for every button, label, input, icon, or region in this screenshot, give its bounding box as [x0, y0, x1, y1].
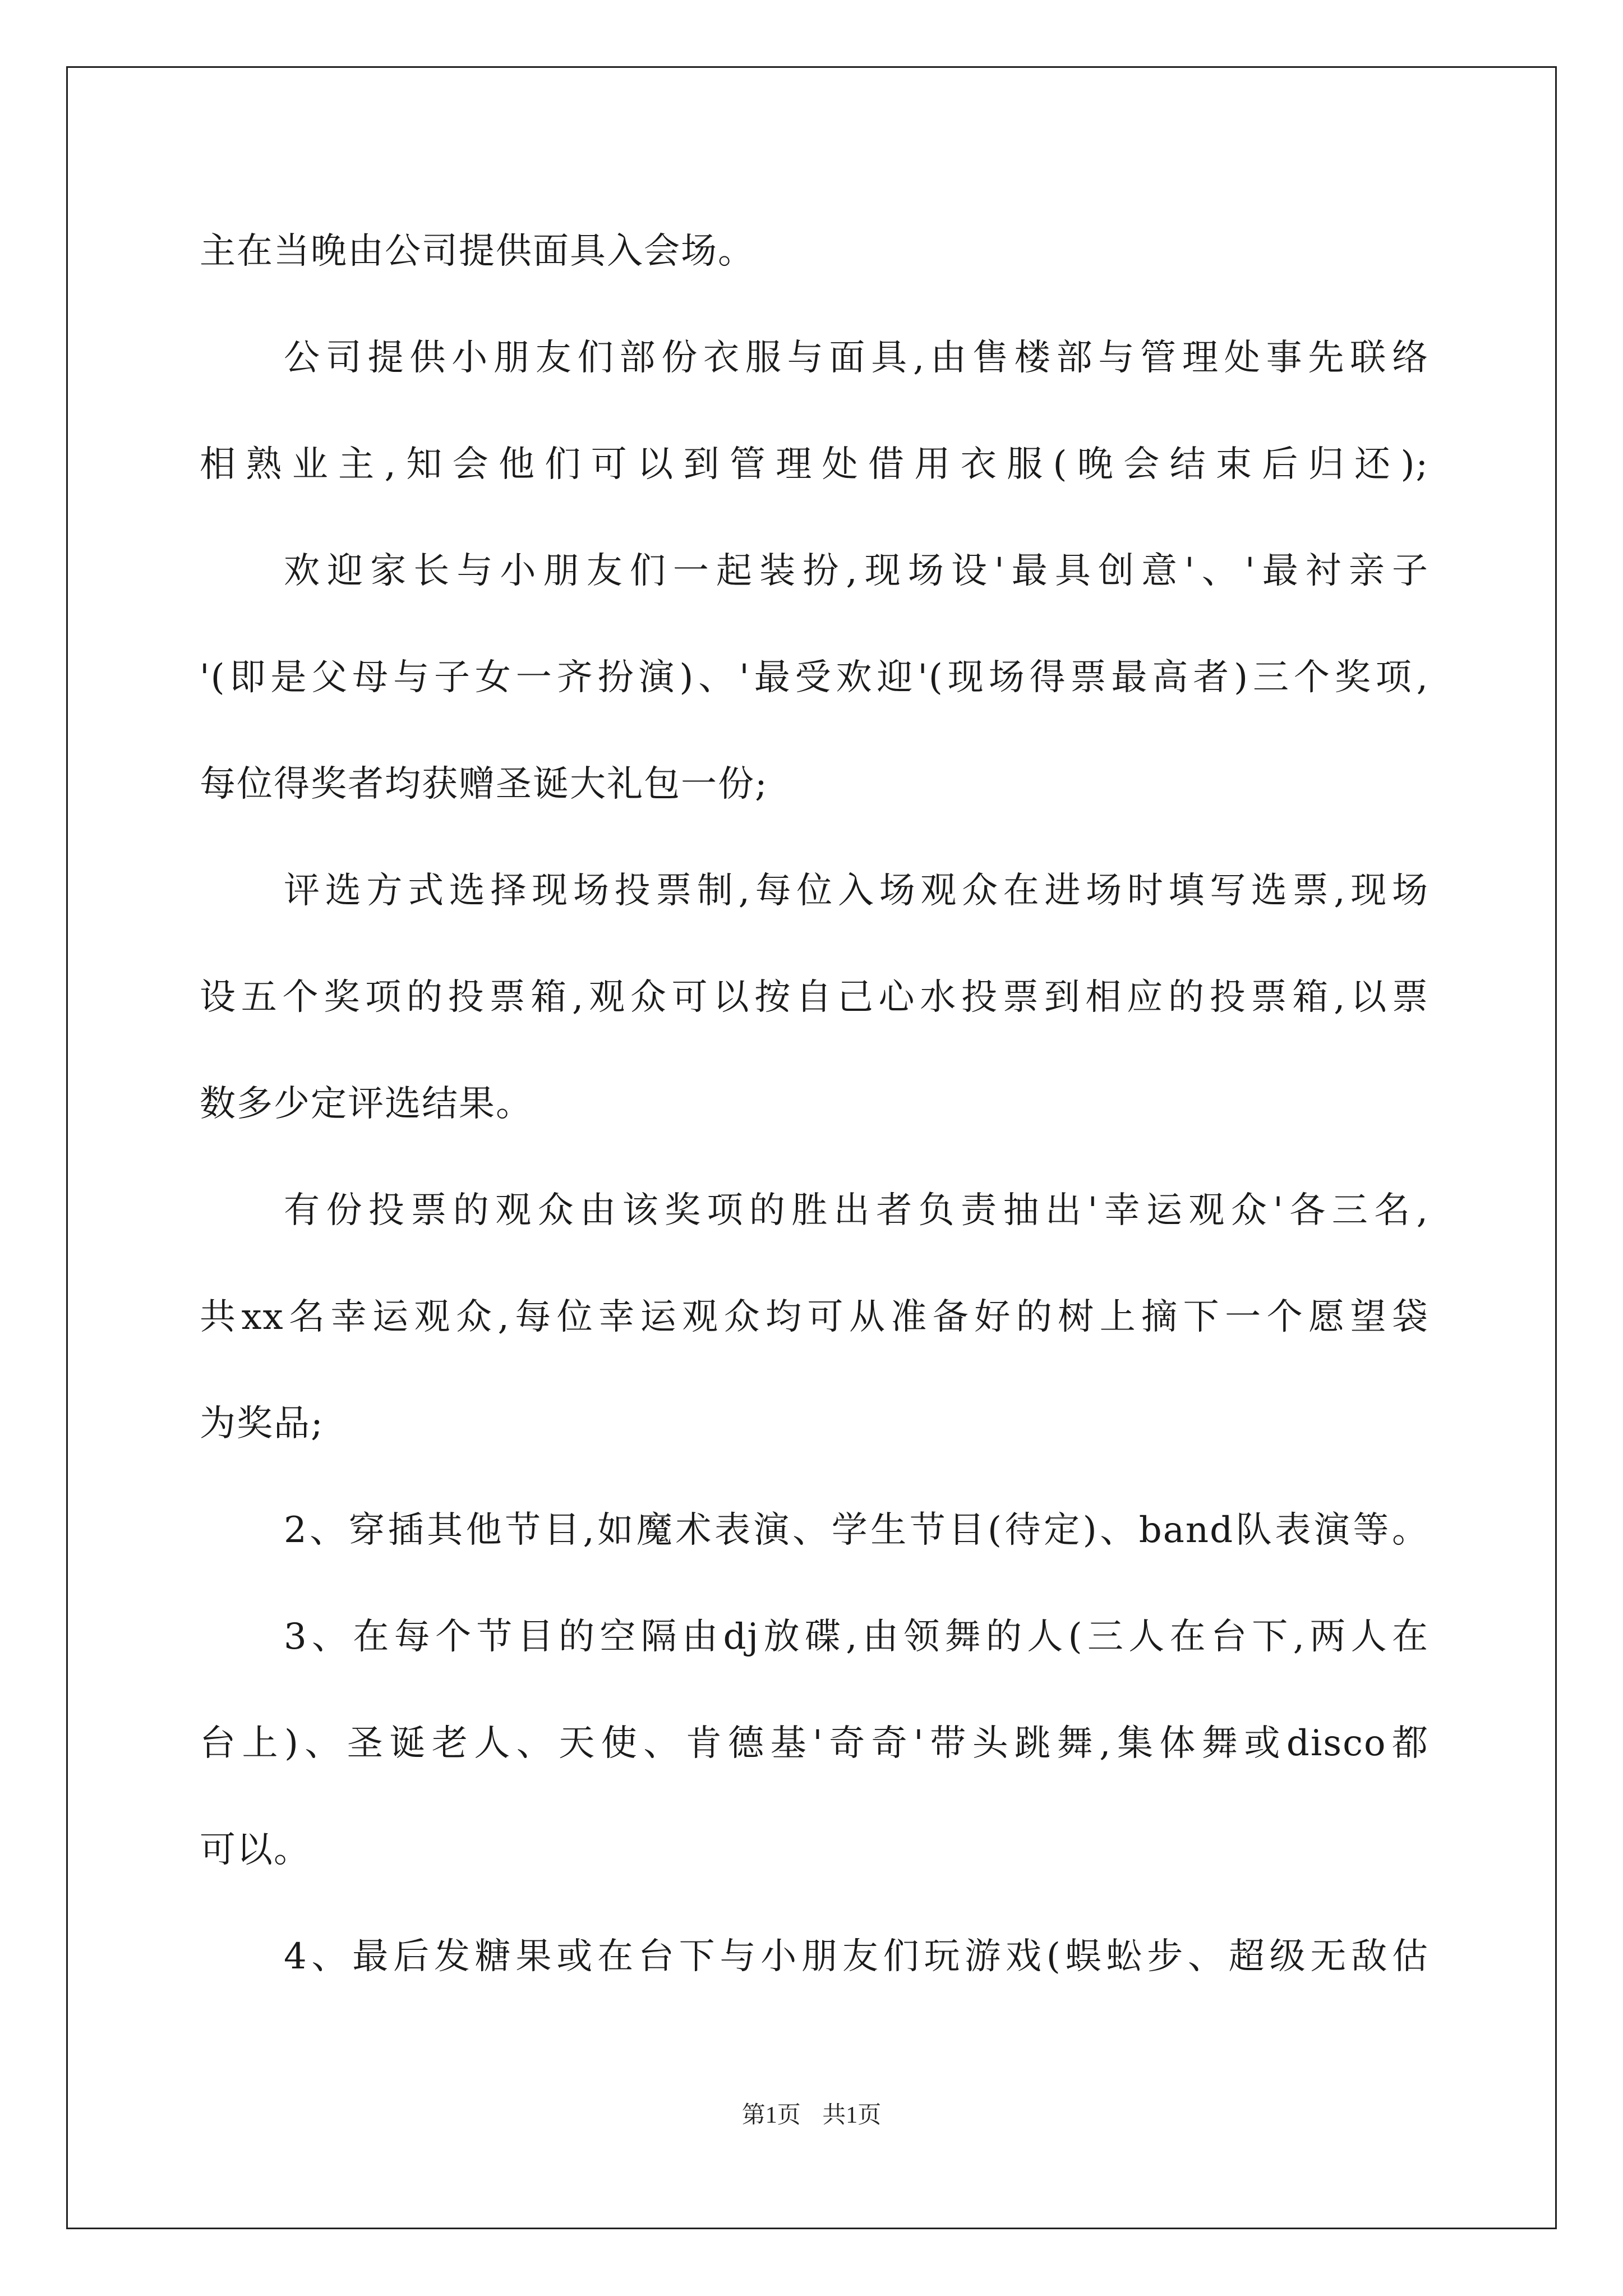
- text-line: 有份投票的观众由该奖项的胜出者负责抽出'幸运观众'各三名,: [284, 1190, 1429, 1231]
- page-number: 第1页: [741, 2102, 801, 2128]
- text-line: 相熟业主,知会他们可以到管理处借用衣服(晚会结束后归还);: [200, 444, 1429, 485]
- text-line: 台上)、圣诞老人、天使、肯德基'奇奇'带头跳舞,集体舞或disco都: [200, 1723, 1429, 1764]
- text-line: 欢迎家长与小朋友们一起装扮,现场设'最具创意'、'最衬亲子: [284, 550, 1429, 592]
- text-line: 2、穿插其他节目,如魔术表演、学生节目(待定)、band队表演等。: [284, 1510, 1429, 1551]
- text-line: 主在当晚由公司提供面具入会场。: [200, 231, 755, 272]
- page-total: 共1页: [822, 2102, 882, 2128]
- text-line: 评选方式选择现场投票制,每位入场观众在进场时填写选票,现场: [284, 870, 1429, 912]
- text-line: 为奖品;: [200, 1403, 324, 1444]
- text-line: 数多少定评选结果。: [200, 1083, 533, 1125]
- text-line: 4、最后发糖果或在台下与小朋友们玩游戏(蜈蚣步、超级无敌估: [284, 1936, 1429, 1977]
- text-line: 3、在每个节目的空隔由dj放碟,由领舞的人(三人在台下,两人在: [284, 1616, 1429, 1658]
- text-line: 每位得奖者均获赠圣诞大礼包一份;: [200, 763, 768, 805]
- text-line: 可以。: [200, 1829, 311, 1871]
- text-line: 公司提供小朋友们部份衣服与面具,由售楼部与管理处事先联络: [284, 337, 1429, 379]
- text-line: 设五个奖项的投票箱,观众可以按自己心水投票到相应的投票箱,以票: [200, 977, 1429, 1018]
- document-body: [200, 212, 1429, 2024]
- text-line: 共xx名幸运观众,每位幸运观众均可从准备好的树上摘下一个愿望袋: [200, 1296, 1429, 1338]
- page-footer: [0, 2096, 1623, 2130]
- text-line: '(即是父母与子女一齐扮演)、'最受欢迎'(现场得票最高者)三个奖项,: [200, 657, 1429, 698]
